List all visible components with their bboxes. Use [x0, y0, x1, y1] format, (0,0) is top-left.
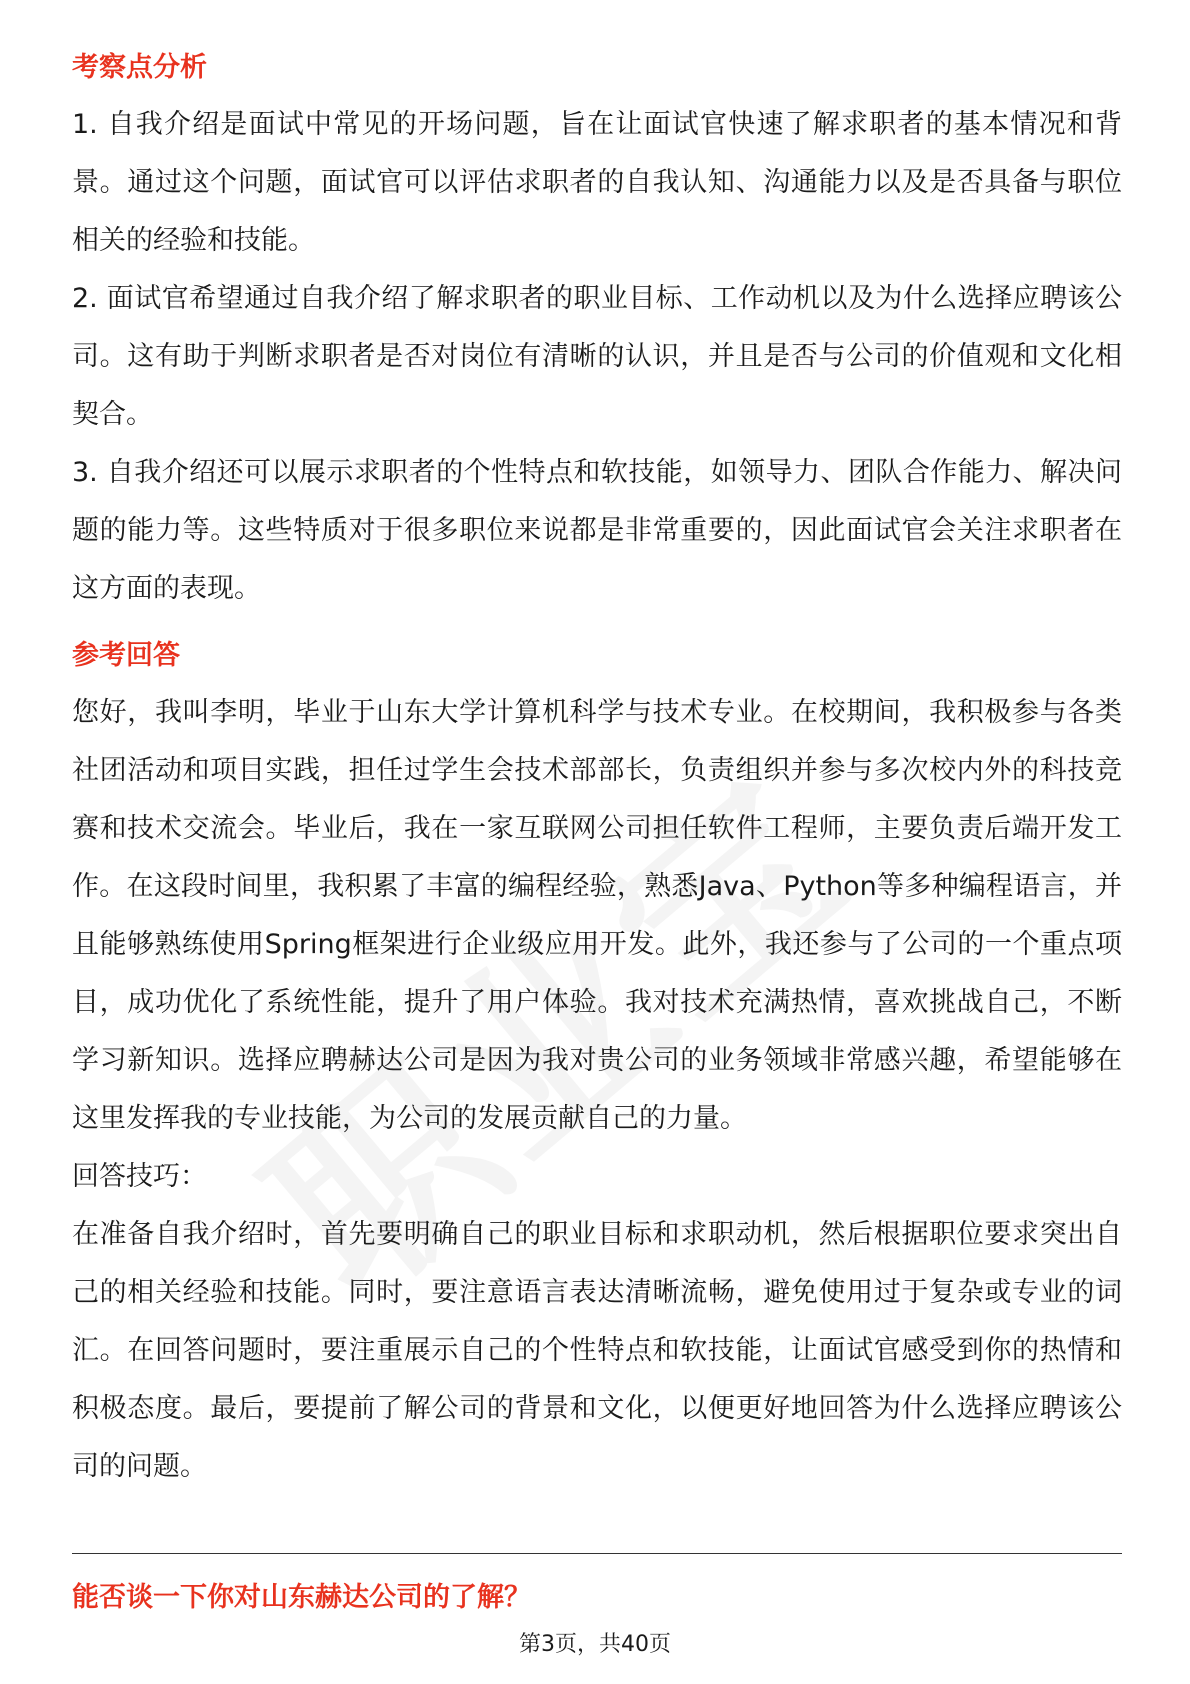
section-heading-analysis: 考察点分析: [72, 52, 207, 83]
reference-answer-paragraph: 您好，我叫李明，毕业于山东大学计算机科学与技术专业。在校期间，我积极参与各类社团活动和项目实践，担任过学生会技术部部长，负责组织并参与多次校内外的科技竞赛和技术交流会。毕业后，我在一家互联网公司担任软件工程师，主要负责后端开发工作。在这段时间里，我积累了丰富的编程经验，熟悉Java、Python等多种编程语言，并且能够熟练使用Spring框架进行企业级应用开发。此外，我还参与了公司的一个重点项目，成功优化了系统性能，提升了用户体验。我对技术充满热情，喜欢挑战自己，不断学习新知识。选择应聘赫达公司是因为我对贵公司的业务领域非常感兴趣，希望能够在这里发挥我的专业技能，为公司的发展贡献自己的力量。: [72, 697, 1122, 1134]
section-spacer: [72, 618, 1122, 636]
answer-tips-label: 回答技巧：: [72, 1161, 207, 1192]
analysis-paragraph-3: 3. 自我介绍还可以展示求职者的个性特点和软技能，如领导力、团队合作能力、解决问题的能力等。这些特质对于很多职位来说都是非常重要的，因此面试官会关注求职者在这方面的表现。: [72, 457, 1122, 604]
page-content: [72, 48, 1122, 1496]
section-divider: [72, 1553, 1122, 1554]
page-number-footer: 第3页，共40页: [519, 1632, 671, 1657]
analysis-paragraph-2: 2. 面试官希望通过自我介绍了解求职者的职业目标、工作动机以及为什么选择应聘该公司。这有助于判断求职者是否对岗位有清晰的认识，并且是否与公司的价值观和文化相契合。: [72, 283, 1122, 430]
answer-tips-paragraph: 在准备自我介绍时，首先要明确自己的职业目标和求职动机，然后根据职位要求突出自己的相关经验和技能。同时，要注意语言表达清晰流畅，避免使用过于复杂或专业的词汇。在回答问题时，要注重展示自己的个性特点和软技能，让面试官感受到你的热情和积极态度。最后，要提前了解公司的背景和文化，以便更好地回答为什么选择应聘该公司的问题。: [72, 1219, 1122, 1482]
analysis-paragraph-1: 1. 自我介绍是面试中常见的开场问题，旨在让面试官快速了解求职者的基本情况和背景。通过这个问题，面试官可以评估求职者的自我认知、沟通能力以及是否具备与职位相关的经验和技能。: [72, 109, 1122, 256]
next-question-heading: 能否谈一下你对山东赫达公司的了解？: [72, 1582, 531, 1613]
section-heading-reference-answer: 参考回答: [72, 640, 180, 671]
